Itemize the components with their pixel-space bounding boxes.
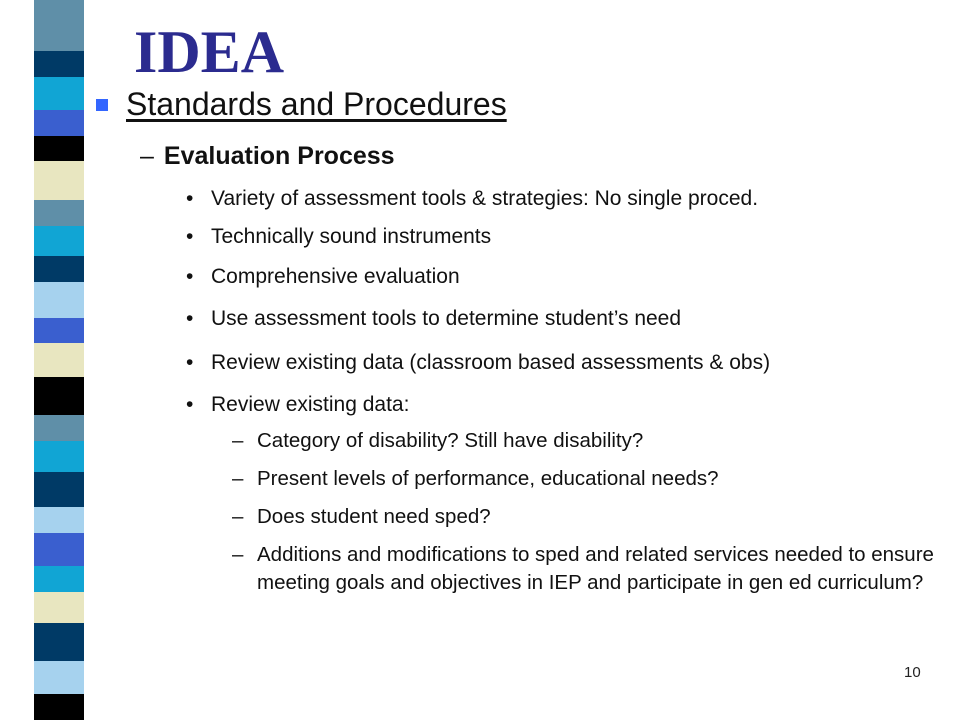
bullet-item: • Variety of assessment tools & strategies: No single proced. (186, 186, 956, 212)
stripe-segment (34, 51, 84, 77)
slide-title: IDEA (134, 19, 285, 85)
dash-icon: – (140, 142, 154, 170)
stripe-segment (34, 77, 84, 110)
bullet-item: • Review existing data: (186, 392, 956, 418)
main-bullet (96, 86, 507, 123)
bullet-list (186, 186, 956, 418)
stripe-segment (34, 377, 84, 415)
subheading (140, 142, 395, 171)
stripe-segment (34, 661, 84, 694)
bullet-item: • Comprehensive evaluation (186, 264, 956, 290)
stripe-segment (34, 226, 84, 257)
stripe-segment (34, 566, 84, 592)
stripe-segment (34, 343, 84, 376)
stripe-segment (34, 533, 84, 566)
sub-item: – Additions and modifications to sped and related services needed to ensure meeting goals and objectives in IEP and participate in gen ed curriculum? (232, 541, 957, 597)
stripe-segment (34, 161, 84, 199)
square-bullet-icon (96, 99, 108, 111)
stripe-segment (34, 694, 84, 720)
stripe-segment (34, 110, 84, 136)
stripe-segment (34, 256, 84, 282)
sub-item: – Category of disability? Still have disability? (232, 427, 957, 455)
stripe-segment (34, 507, 84, 533)
bullet-item: • Review existing data (classroom based assessments & obs) (186, 350, 956, 376)
stripe-segment (34, 0, 84, 51)
sub-item-list (232, 427, 957, 597)
sub-item: – Does student need sped? (232, 503, 957, 531)
stripe-segment (34, 136, 84, 162)
bullet-item: • Use assessment tools to determine student’s need (186, 306, 956, 332)
page-number: 10 (904, 664, 921, 681)
stripe-segment (34, 415, 84, 441)
stripe-segment (34, 318, 84, 344)
stripe-segment (34, 472, 84, 508)
stripe-segment (34, 282, 84, 318)
stripe-segment (34, 441, 84, 472)
subheading-text: Evaluation Process (163, 142, 395, 170)
decorative-stripe-bar (34, 0, 84, 720)
sub-item: – Present levels of performance, educational needs? (232, 465, 957, 493)
stripe-segment (34, 200, 84, 226)
bullet-item: • Technically sound instruments (186, 224, 956, 250)
stripe-segment (34, 623, 84, 661)
stripe-segment (34, 592, 84, 623)
heading-standards-and-procedures: Standards and Procedures (126, 86, 507, 122)
